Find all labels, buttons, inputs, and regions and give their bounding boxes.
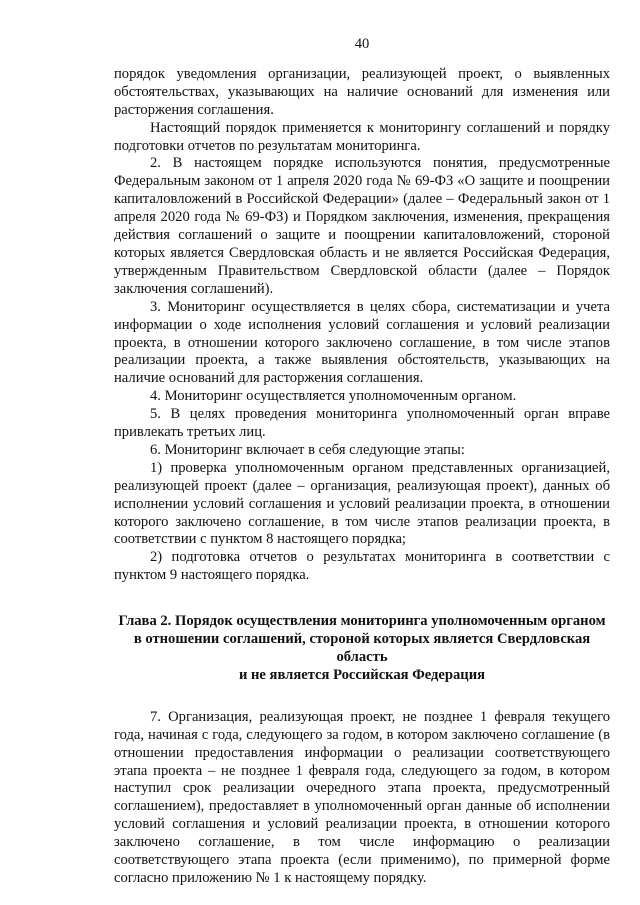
paragraph: 5. В целях проведения мониторинга уполномоченный орган вправе привлекать третьих лиц.: [114, 406, 610, 441]
paragraph: 4. Мониторинг осуществляется уполномоченным органом.: [150, 388, 517, 405]
paragraph: 3. Мониторинг осуществляется в целях сбора, систематизации и учета информации о ходе исполнения условий соглашения и условий реализации проекта, в отношении которого заключено соглашение, в том числе этапов реализации проекта, а также выявления обстоятельств, указывающих на наличие оснований для расторжения соглашения.: [114, 298, 610, 387]
chapter-heading: [114, 613, 610, 685]
paragraphs-after: [114, 709, 610, 888]
paragraphs-before: [114, 66, 610, 585]
paragraph: порядок уведомления организации, реализующей проект, о выявленных обстоятельствах, указывающих на наличие оснований для изменения или расторжения соглашения.: [114, 65, 610, 118]
page-number: 40: [354, 36, 370, 52]
paragraph: Настоящий порядок применяется к мониторингу соглашений и порядку подготовки отчетов по результатам мониторинга.: [114, 119, 610, 154]
chapter-heading-line: и не является Российская Федерация: [238, 666, 486, 683]
paragraph: 2. В настоящем порядке используются понятия, предусмотренные Федеральным законом от 1 апреля 2020 года № 69-ФЗ «О защите и поощрении капиталовложений в Российской Федерации» (далее – Федеральный закон от 1 апреля 2020 года № 69-ФЗ) и Порядком заключения, изменения, прекращения действия соглашений о защите и поощрении капиталовложений, стороной которых является Свердловская область и не является Российская Федерация, утвержденным Правительством Свердловской области (далее – Порядок заключения соглашений).: [114, 155, 610, 297]
paragraph: 7. Организация, реализующая проект, не позднее 1 февраля текущего года, начиная с года, следующего за годом, в котором заключено соглашение (в отношении предоставления информации о реализации соответствующего этапа проекта – не позднее 1 февраля года, следующего за годом, в котором наступил срок реализации очередного этапа проекта, предусмотренный соглашением), предоставляет в уполномоченный орган данные об исполнении условий соглашения и условий реализации проекта, в отношении которого заключено соглашение, в том числе информацию о реализации соответствующего этапа проекта (если применимо), по примерной форме согласно приложению № 1 к настоящему порядку.: [114, 708, 610, 886]
chapter-heading-line: Глава 2. Порядок осуществления мониторинга уполномоченным органом: [118, 613, 606, 630]
chapter-heading-line: в отношении соглашений, стороной которых является Свердловская область: [133, 631, 591, 665]
paragraph: 2) подготовка отчетов о результатах мониторинга в соответствии с пунктом 9 настоящего порядка.: [114, 549, 610, 584]
paragraph: 1) проверка уполномоченным органом представленных организацией, реализующей проект (далее – организация, реализующая проект), данных об исполнении условий соглашения и условий реализации проекта, в отношении которого заключено соглашение, в том числе этапов реализации проекта, в соответствии с пунктом 8 настоящего порядка;: [114, 459, 610, 548]
paragraph: 6. Мониторинг включает в себя следующие этапы:: [150, 441, 465, 458]
